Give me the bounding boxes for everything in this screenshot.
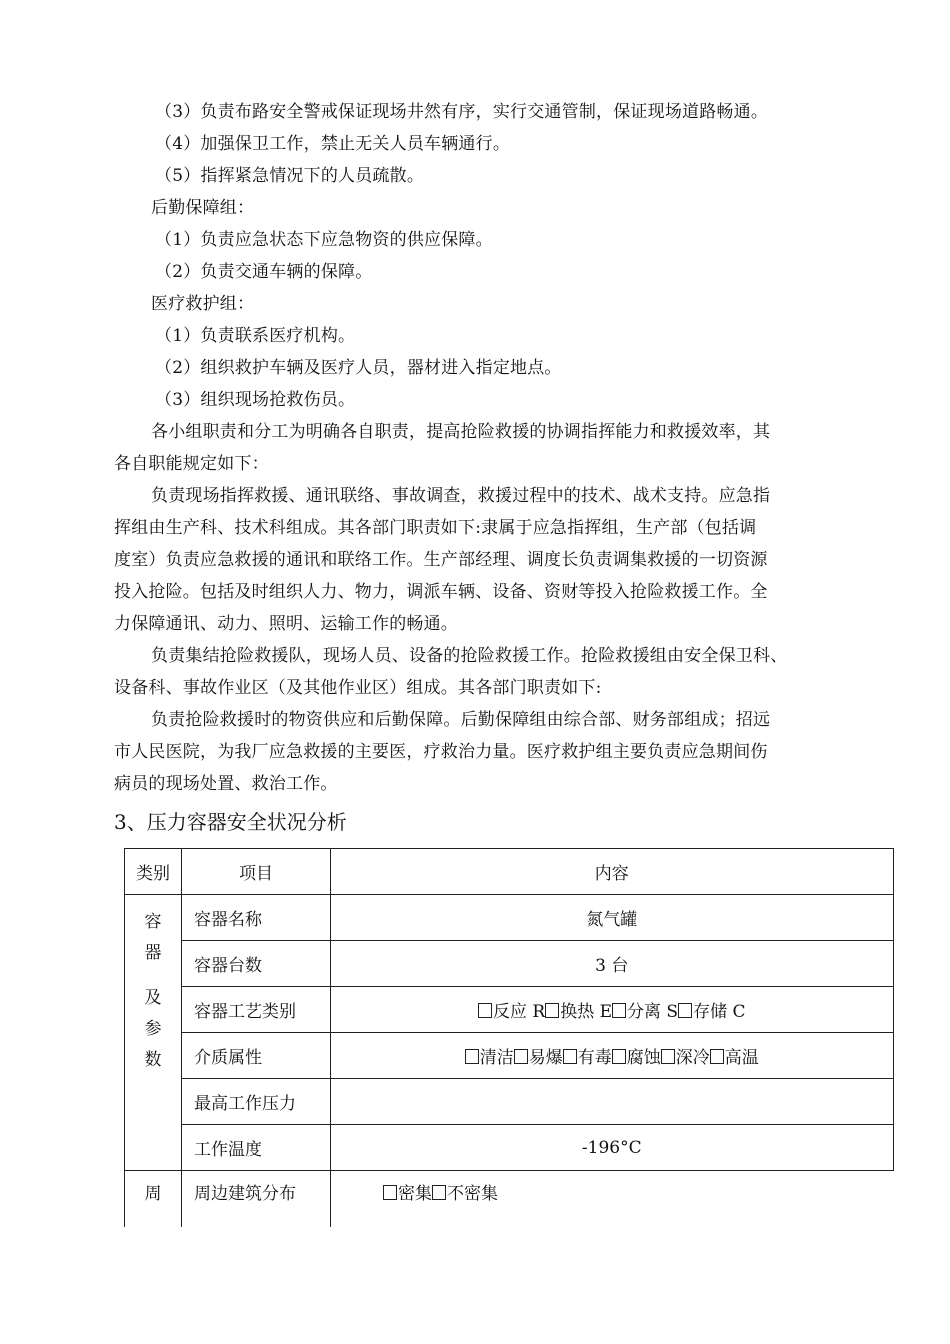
paragraph-line: 负责抢险救援时的物资供应和后勤保障。后勤保障组由综合部、财务部组成；招远 xyxy=(151,710,771,730)
checkbox-option[interactable]: 换热 E xyxy=(545,1002,612,1022)
checkbox-option[interactable]: 有毒 xyxy=(563,1048,612,1068)
checkbox-option[interactable]: 不密集 xyxy=(432,1184,498,1204)
pressure-vessel-table xyxy=(124,848,894,1227)
category-char: 数 xyxy=(144,1050,162,1070)
paragraph-line: 设备科、事故作业区（及其他作业区）组成。其各部门职责如下: xyxy=(114,678,602,698)
table-row xyxy=(125,1033,894,1079)
subheading-medical: 医疗救护组： xyxy=(151,294,255,314)
checkbox-square-icon xyxy=(678,1003,692,1018)
checkbox-option[interactable]: 深冷 xyxy=(661,1048,710,1068)
row-item: 容器工艺类别 xyxy=(182,987,331,1033)
paragraph-line: 力保障通讯、动力、照明、运输工作的畅通。 xyxy=(114,614,458,634)
paragraph-line: （1）负责联系医疗机构。 xyxy=(155,326,356,346)
paragraph-line: 各自职能规定如下： xyxy=(114,454,269,474)
table-row xyxy=(125,987,894,1033)
paragraph-line: （2）组织救护车辆及医疗人员，器材进入指定地点。 xyxy=(155,358,562,378)
paragraph-line: （3）负责布路安全警戒保证现场井然有序，实行交通管制，保证现场道路畅通。 xyxy=(155,102,769,122)
row-item: 最高工作压力 xyxy=(182,1079,331,1125)
checkbox-square-icon xyxy=(514,1049,528,1064)
row-content-options xyxy=(331,1171,894,1228)
row-content-options xyxy=(331,987,894,1033)
checkbox-square-icon xyxy=(612,1049,626,1064)
checkbox-square-icon xyxy=(545,1003,559,1018)
table-row xyxy=(125,1079,894,1125)
table-row xyxy=(125,1171,894,1228)
checkbox-option[interactable]: 清洁 xyxy=(465,1048,514,1068)
subheading-logistics: 后勤保障组： xyxy=(151,198,255,218)
checkbox-square-icon xyxy=(710,1049,724,1064)
category-char: 周 xyxy=(144,1184,162,1204)
paragraph-line: （5）指挥紧急情况下的人员疏散。 xyxy=(155,166,425,186)
header-category: 类别 xyxy=(125,849,182,895)
header-item: 项目 xyxy=(182,849,331,895)
category-cell-surroundings xyxy=(125,1171,182,1228)
checkbox-square-icon xyxy=(432,1185,446,1200)
paragraph-line: （4）加强保卫工作，禁止无关人员车辆通行。 xyxy=(155,134,511,154)
paragraph-line: 度室）负责应急救援的通讯和联络工作。生产部经理、调度长负责调集救援的一切资源 xyxy=(114,550,768,570)
checkbox-option[interactable]: 分离 S xyxy=(612,1002,678,1022)
row-item: 介质属性 xyxy=(182,1033,331,1079)
paragraph-line: 病员的现场处置、救治工作。 xyxy=(114,774,338,794)
checkbox-option[interactable]: 高温 xyxy=(710,1048,759,1068)
table-row xyxy=(125,941,894,987)
category-char: 及 xyxy=(144,988,162,1008)
paragraph-line: 市人民医院，为我厂应急救援的主要医，疗救治力量。医疗救护组主要负责应急期间伤 xyxy=(114,742,768,762)
row-content: 3 台 xyxy=(331,941,894,987)
table-row xyxy=(125,895,894,941)
checkbox-option[interactable]: 易爆 xyxy=(514,1048,563,1068)
checkbox-option[interactable]: 密集 xyxy=(383,1184,432,1204)
row-content xyxy=(331,1079,894,1125)
paragraph-line: 挥组由生产科、技术科组成。其各部门职责如下:隶属于应急指挥组，生产部（包括调 xyxy=(114,518,757,538)
checkbox-square-icon xyxy=(661,1049,675,1064)
category-char: 容 xyxy=(144,912,162,932)
row-item: 周边建筑分布 xyxy=(182,1171,331,1228)
checkbox-square-icon xyxy=(465,1049,479,1064)
section-heading: 3、压力容器安全状况分析 xyxy=(114,810,347,834)
paragraph-line: （3）组织现场抢救伤员。 xyxy=(155,390,356,410)
paragraph-line: 投入抢险。包括及时组织人力、物力，调派车辆、设备、资财等投入抢险救援工作。全 xyxy=(114,582,768,602)
row-item: 工作温度 xyxy=(182,1125,331,1171)
checkbox-square-icon xyxy=(563,1049,577,1064)
row-content: -196°C xyxy=(331,1125,894,1171)
checkbox-option[interactable]: 腐蚀 xyxy=(612,1048,661,1068)
header-content: 内容 xyxy=(331,849,894,895)
checkbox-option[interactable]: 存储 C xyxy=(678,1002,745,1022)
table-header-row xyxy=(125,849,894,895)
paragraph-line: 负责现场指挥救援、通讯联络、事故调查，救援过程中的技术、战术支持。应急指 xyxy=(151,486,771,506)
checkbox-square-icon xyxy=(478,1003,492,1018)
checkbox-square-icon xyxy=(612,1003,626,1018)
paragraph-line: （2）负责交通车辆的保障。 xyxy=(155,262,373,282)
row-content-options xyxy=(331,1033,894,1079)
category-char: 器 xyxy=(144,943,162,963)
paragraph-line: 各小组职责和分工为明确各自职责，提高抢险救援的协调指挥能力和救援效率，其 xyxy=(151,422,771,442)
category-char: 参 xyxy=(144,1019,162,1039)
paragraph-line: （1）负责应急状态下应急物资的供应保障。 xyxy=(155,230,493,250)
checkbox-square-icon xyxy=(383,1185,397,1200)
row-item: 容器台数 xyxy=(182,941,331,987)
paragraph-line: 负责集结抢险救援队，现场人员、设备的抢险救援工作。抢险救援组由安全保卫科、 xyxy=(151,646,788,666)
row-item: 容器名称 xyxy=(182,895,331,941)
table-row xyxy=(125,1125,894,1171)
category-cell-vessel-params xyxy=(125,895,182,1171)
row-content: 氮气罐 xyxy=(331,895,894,941)
checkbox-option[interactable]: 反应 R xyxy=(478,1002,545,1022)
